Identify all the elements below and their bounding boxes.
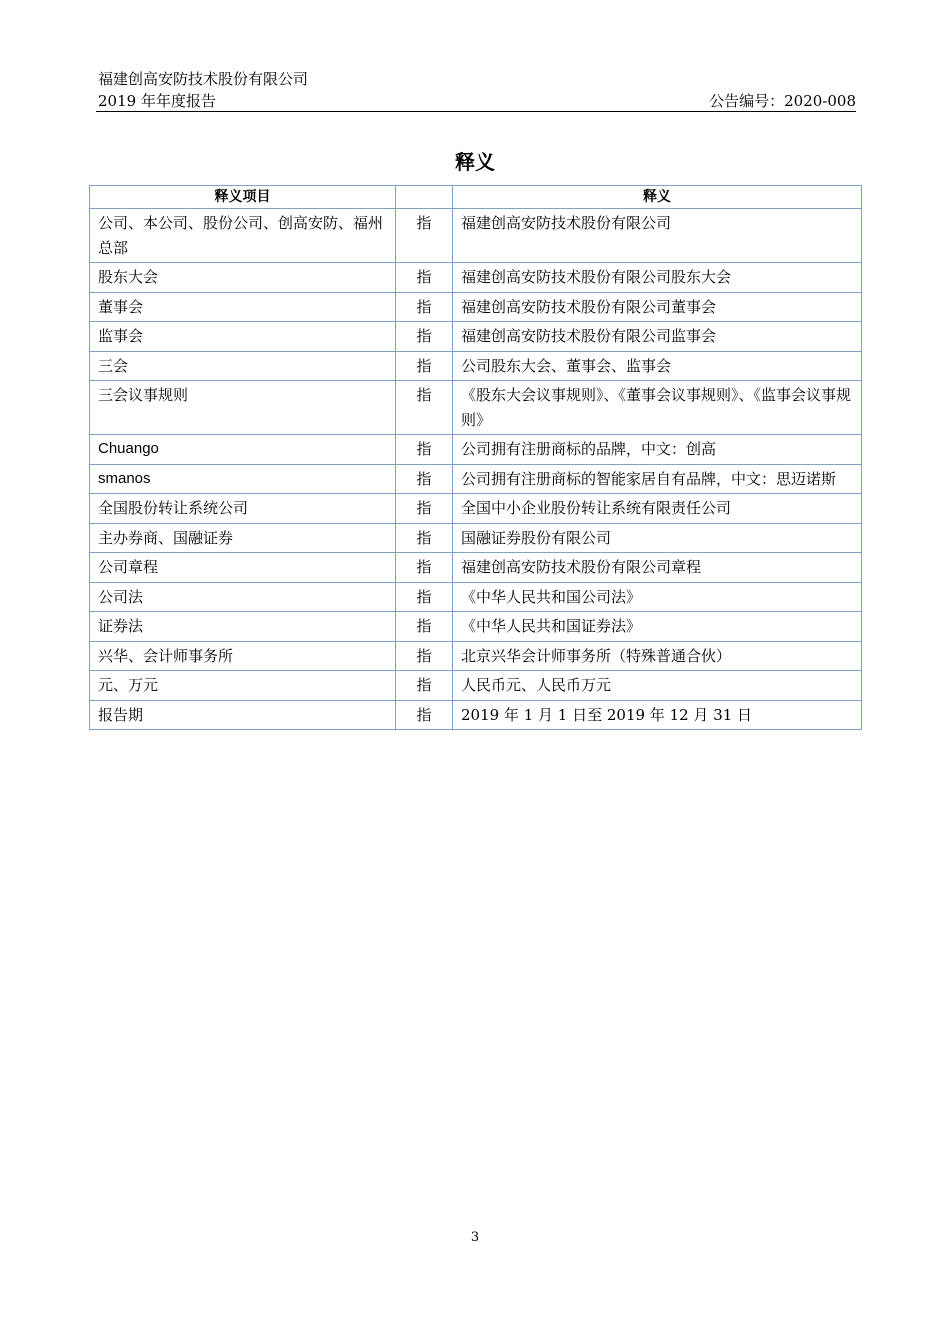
term-cell: 元、万元 [90, 671, 396, 701]
meaning-cell: 《股东大会议事规则》、《董事会议事规则》、《监事会议事规则》 [453, 381, 862, 435]
term-cell: 公司法 [90, 582, 396, 612]
term-cell: 董事会 [90, 292, 396, 322]
refer-cell: 指 [396, 351, 453, 381]
refer-cell: 指 [396, 612, 453, 642]
term-cell: 公司章程 [90, 553, 396, 583]
refer-cell: 指 [396, 671, 453, 701]
column-header-term: 释义项目 [90, 186, 396, 209]
refer-cell: 指 [396, 641, 453, 671]
table-row [90, 553, 862, 583]
section-title: 释义 [455, 150, 495, 174]
meaning-cell: 福建创高安防技术股份有限公司章程 [453, 553, 862, 583]
meaning-cell: 公司拥有注册商标的智能家居自有品牌，中文：思迈诺斯 [453, 464, 862, 494]
meaning-cell: 《中华人民共和国证券法》 [453, 612, 862, 642]
refer-cell: 指 [396, 700, 453, 730]
refer-cell: 指 [396, 292, 453, 322]
table-row [90, 612, 862, 642]
company-name: 福建创高安防技术股份有限公司 [98, 70, 309, 88]
table-row [90, 700, 862, 730]
refer-cell: 指 [396, 553, 453, 583]
meaning-cell: 福建创高安防技术股份有限公司股东大会 [453, 263, 862, 293]
refer-cell: 指 [396, 582, 453, 612]
refer-cell: 指 [396, 523, 453, 553]
term-cell: 监事会 [90, 322, 396, 352]
page-number: 3 [470, 1230, 480, 1245]
term-cell: 全国股份转让系统公司 [90, 494, 396, 524]
table-row [90, 263, 862, 293]
table-row [90, 494, 862, 524]
page-header [98, 68, 856, 112]
table-row [90, 671, 862, 701]
term-cell: 股东大会 [90, 263, 396, 293]
table-row [90, 435, 862, 465]
term-cell: 报告期 [90, 700, 396, 730]
refer-cell: 指 [396, 209, 453, 263]
meaning-cell: 《中华人民共和国公司法》 [453, 582, 862, 612]
meaning-cell: 国融证券股份有限公司 [453, 523, 862, 553]
column-header-refer [396, 186, 453, 209]
table-row [90, 209, 862, 263]
refer-cell: 指 [396, 435, 453, 465]
definitions-table [89, 185, 862, 730]
table-row [90, 322, 862, 352]
term-cell: Chuango [90, 435, 396, 465]
announcement-number: 公告编号：2020-008 [709, 92, 856, 110]
table-row [90, 381, 862, 435]
meaning-cell: 福建创高安防技术股份有限公司 [453, 209, 862, 263]
table-row [90, 582, 862, 612]
term-cell: 三会议事规则 [90, 381, 396, 435]
table-row [90, 523, 862, 553]
meaning-cell: 2019 年 1 月 1 日至 2019 年 12 月 31 日 [453, 700, 862, 730]
header-row [98, 90, 856, 112]
table-row [90, 464, 862, 494]
table-row [90, 292, 862, 322]
column-header-meaning: 释义 [453, 186, 862, 209]
refer-cell: 指 [396, 381, 453, 435]
header-divider [96, 111, 856, 112]
table-row [90, 641, 862, 671]
term-cell: smanos [90, 464, 396, 494]
term-cell: 证券法 [90, 612, 396, 642]
meaning-cell: 福建创高安防技术股份有限公司董事会 [453, 292, 862, 322]
table-row [90, 351, 862, 381]
term-cell: 兴华、会计师事务所 [90, 641, 396, 671]
meaning-cell: 全国中小企业股份转让系统有限责任公司 [453, 494, 862, 524]
report-title: 2019 年年度报告 [98, 92, 216, 110]
meaning-cell: 人民币元、人民币万元 [453, 671, 862, 701]
term-cell: 主办券商、国融证券 [90, 523, 396, 553]
refer-cell: 指 [396, 464, 453, 494]
refer-cell: 指 [396, 263, 453, 293]
term-cell: 三会 [90, 351, 396, 381]
meaning-cell: 北京兴华会计师事务所（特殊普通合伙） [453, 641, 862, 671]
refer-cell: 指 [396, 494, 453, 524]
table-body [90, 209, 862, 730]
term-cell: 公司、本公司、股份公司、创高安防、福州总部 [90, 209, 396, 263]
table-header-row [90, 186, 862, 209]
refer-cell: 指 [396, 322, 453, 352]
meaning-cell: 公司股东大会、董事会、监事会 [453, 351, 862, 381]
meaning-cell: 公司拥有注册商标的品牌，中文：创高 [453, 435, 862, 465]
meaning-cell: 福建创高安防技术股份有限公司监事会 [453, 322, 862, 352]
